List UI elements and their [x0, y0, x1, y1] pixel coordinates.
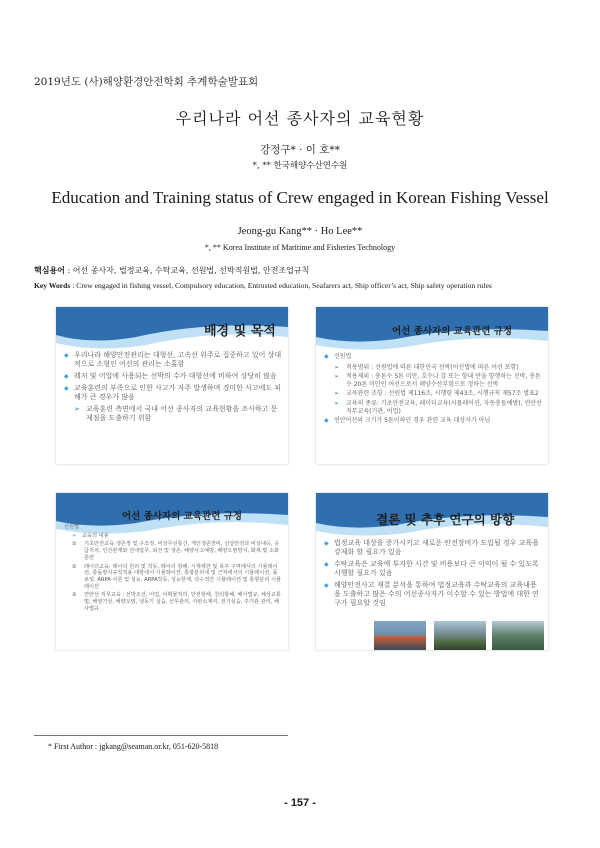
- training-photo: [492, 621, 544, 650]
- item-text: 연안선 직무교육 : 선박조선, 어업, 어획물처리, 안전항해, 천의항해, 해사법규, 해상교통법, 해양기상, 해양오염, 냉동기 실습, 선무관리, 사판소제여, 전기실습, 주기관 관리, 해사법규: [84, 592, 281, 612]
- slide-body: [324, 353, 542, 428]
- bullet-note: ◆ 연안어선의 크기가 5톤이하인 경우 관련 교육 대상자가 아님: [324, 417, 542, 425]
- item-number: ②: [72, 563, 77, 570]
- numbered-item: [64, 564, 282, 591]
- keywords-english-text: : Crew engaged in fishing vessel, Compulsory education, Entrusted education, Seafarers act, Ship officer’s act, Ship safety operation rules: [70, 281, 492, 290]
- slide-heading: 선원법: [64, 524, 80, 530]
- fishing-vessel-photo: [374, 621, 426, 650]
- item-text: 레이더교육: 레이더 원리 및 작동, 레이더 항해, 시계제한 및 폭주 구역에서의 시뮬레이션, 충돌방지규칙적용 대항에서 시뮬레이션, 통항분리대 및 근처에서의 시뮬레이션, 플로팅, ARPA 이론 및 성능, ARPA작동, 성능한계, 다수적간 시뮬레이션 및 통항분리 시뮬레이션: [84, 563, 282, 590]
- slide-conclusion: [316, 493, 548, 650]
- slide-regulations-1: [316, 307, 548, 464]
- keywords-korean-text: : 어선 종사자, 법정교육, 수탁교육, 선원법, 선박직원법, 안전조업규칙: [64, 266, 310, 275]
- title-korean: 우리나라 어선 종사자의 교육현황: [175, 109, 425, 128]
- conference-header: 2019년도 (사)해양환경안전학회 추계학술발표회: [34, 76, 259, 88]
- sub-bullet-item: ➢ 교육의 종류: 기초안전교육, 레이더교육(시뮬레이션, 자동충돌예방), 연안선 직무교육(기관, 어업): [324, 400, 542, 415]
- keywords-korean-label: 핵심용어: [34, 265, 65, 275]
- authors-english: Jeong-gu Kang** · Ho Lee**: [237, 226, 363, 237]
- title-english: Education and Training status of Crew engaged in Korean Fishing Vessel: [51, 188, 549, 207]
- fishing-vessel-photo: [434, 621, 486, 650]
- footnote-divider: [34, 735, 288, 736]
- keywords-english: [34, 281, 574, 290]
- bullet-item: ◆ 교육훈련의 부족으로 인한 사고가 자주 발생하며 경미한 사고에도 피해가 큰 경우가 많음: [64, 384, 282, 402]
- affiliation-english: *, ** Korea Institute of Maritime and Fisheries Technology: [204, 243, 396, 252]
- bullet-item: ◆ 우리나라 해양안전관리는 대형선, 고속선 위주로 집중하고 있어 상대적으로 소형인 어선의 관리는 소홀함: [64, 351, 282, 369]
- numbered-item: [64, 541, 282, 561]
- item-number: ①: [72, 541, 77, 548]
- item-text: 기초안전교육:생존정 및 구조정, 비상무선통신, 개인생존장비, 선상안전과 비상대응, 응급처치, 인간관계와 선내업무, 퇴선 및 생존, 해양사고예방, 해양오염방지, 화재 및 소화 훈련: [84, 541, 280, 561]
- slide-title: 어선 종사자의 교육관련 규정: [392, 326, 513, 337]
- bullet-item: ◆ 레저 및 어업에 사용되는 선박의 수가 대형선에 비하여 상당히 많음: [64, 372, 282, 381]
- slide-body: [64, 351, 282, 425]
- bullet-item: ◆ 수탁교육은 교육에 투자한 시간 및 비용보다 큰 이익이 될 수 있도록 시행할 필요가 있음: [324, 560, 542, 578]
- keywords-english-label: Key Words: [34, 281, 71, 290]
- keywords-korean: [34, 265, 574, 276]
- affiliation-korean: *, ** 한국해양수산연수원: [252, 161, 348, 171]
- sub-bullet-item: ➢ 적용범위 : 선원법에 따른 대한민국 선박(어선법에 따른 어선 포함): [324, 364, 542, 372]
- slide-regulations-2: [56, 493, 288, 650]
- sub-bullet-item: ➢ 교육의 내용: [64, 533, 282, 540]
- item-number: ③: [72, 592, 77, 599]
- bullet-item: ◆ 해양안전사고 재결 분석을 통하여 법정교육과 수탁교육의 교육내용을 도출하고 많은 수의 어선종사자가 이수할 수 있는 방법에 대한 연구가 필요할 것임: [324, 581, 542, 608]
- bullet-heading: ◆ 선원법: [324, 353, 542, 361]
- slide-body: [324, 539, 542, 611]
- sub-bullet-item: ➢ 교육관련 조항 : 선원법 제116조, 시행령 제43조, 시행규칙 제57조 별표2: [324, 390, 542, 398]
- authors-korean: 강정구* · 이 호**: [260, 144, 340, 156]
- slide-background-purpose: [56, 307, 288, 464]
- footnote-first-author: * First Author : jgkang@seaman.or.kr, 051-620-5818: [48, 742, 219, 751]
- slide-title: 결론 및 추후 연구의 방향: [376, 512, 515, 527]
- numbered-item: [64, 592, 282, 612]
- slide-body: [64, 524, 282, 614]
- slide-title: 어선 종사자의 교육관련 규정: [122, 511, 243, 522]
- slide-title: 배경 및 목적: [204, 324, 276, 339]
- bullet-item: ◆ 법정교육 대상을 증가시키고 새로운 안전장비가 도입될 경우 교육을 강제화 할 필요가 있음: [324, 539, 542, 557]
- sub-bullet-item: ➢ 교육훈련 측면에서 국내 어선 종사자의 교육현황을 조사하고 문제점을 도출하기 위함: [64, 405, 282, 423]
- sub-bullet-item: ➢ 적용제외 : 총톤수 5톤 미만, 호수나 강 또는 항내 만을 항행하는 선박, 총톤수 20톤 미만인 어선으로서 해양수산부령으로 정하는 선박: [324, 373, 542, 388]
- page-number: - 157 -: [284, 797, 316, 809]
